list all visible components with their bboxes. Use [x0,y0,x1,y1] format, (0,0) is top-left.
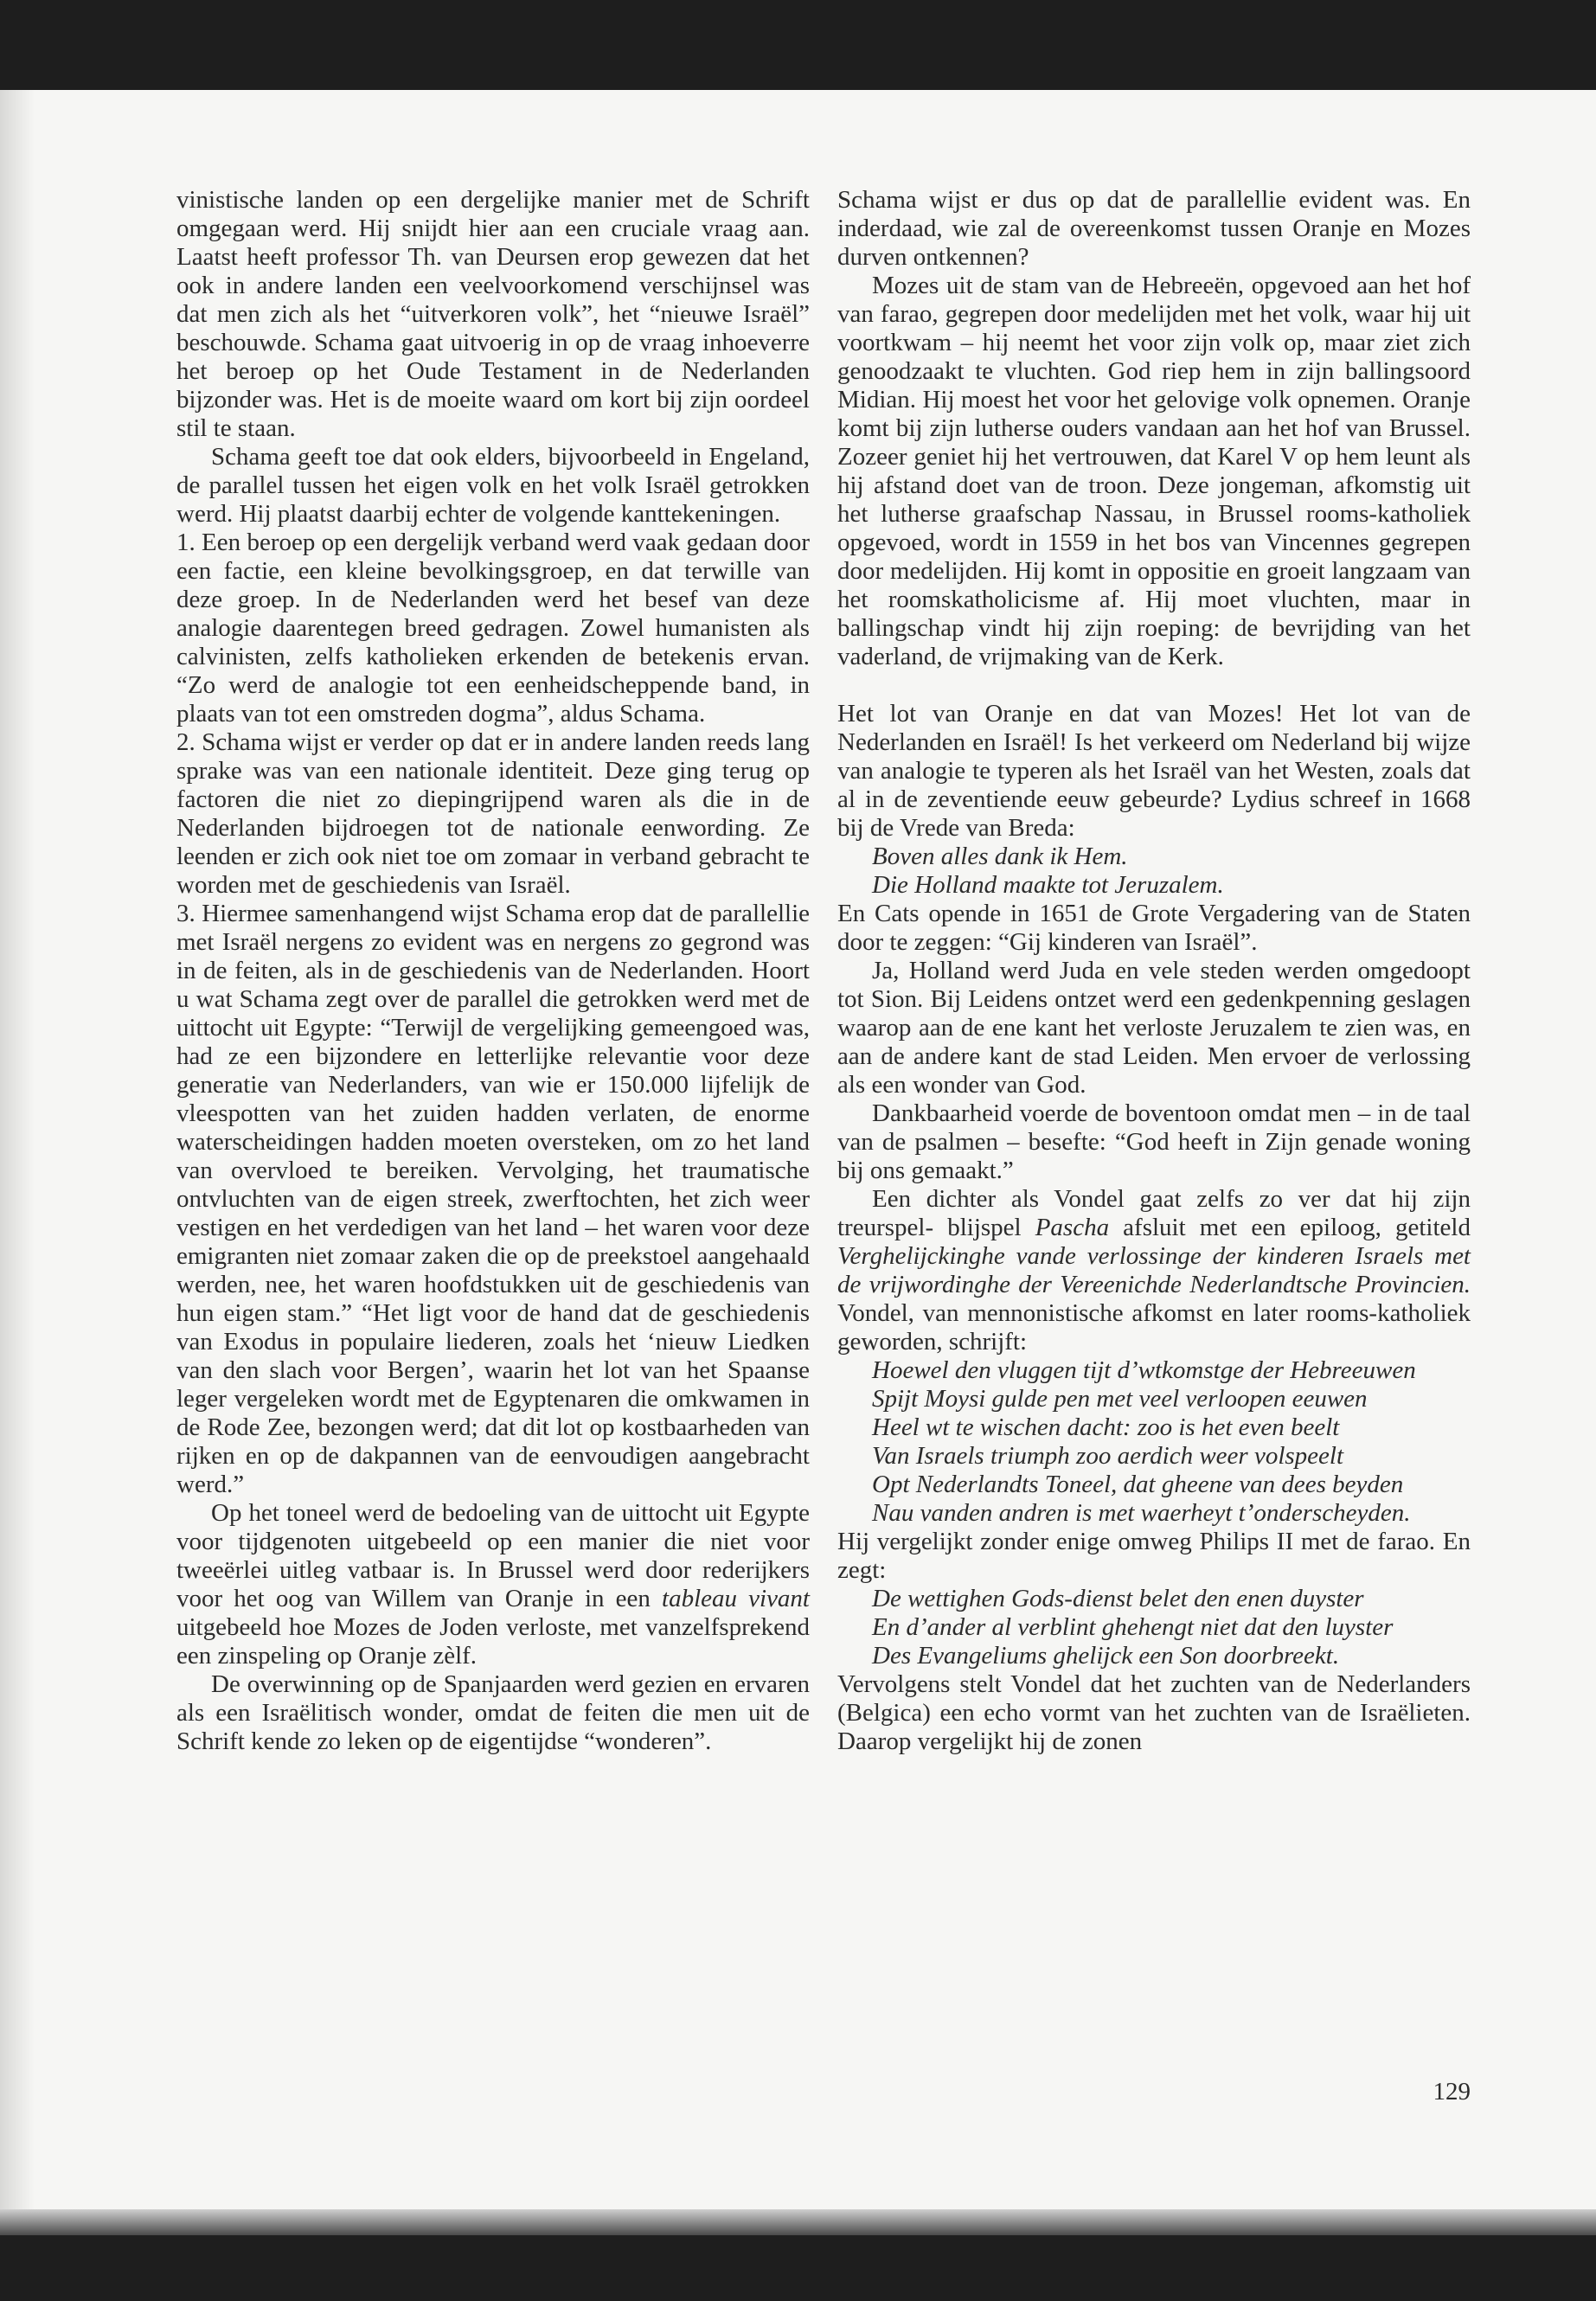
text-run: Nau vanden andren is met waerheyt t’onderscheyden. [872,1499,1411,1527]
quote-line [837,1499,1471,1528]
text-run: Opt Nederlandts Toneel, dat gheene van dees beyden [872,1471,1404,1498]
text-run: Vervolgens stelt Vondel dat het zuchten van de Nederlanders (Belgica) een echo vormt van het zuchten van de Israëlieten. Daarop vergelijkt hij de zonen [837,1670,1471,1755]
text-run: Die Holland maakte tot Jeruzalem. [872,871,1224,899]
text-run: Schama wijst er dus op dat de parallellie evident was. En inderdaad, wie zal de overeenkomst tussen Oranje en Mozes durven ontkennen? [837,186,1471,271]
paragraph [837,900,1471,957]
text-run: De wettighen Gods-dienst belet den enen duyster [872,1585,1364,1612]
paragraph [837,1670,1471,1756]
page-number: 129 [1433,2078,1471,2106]
text-run: En Cats opende in 1651 de Grote Vergadering van de Staten door te zeggen: “Gij kinderen van Israël”. [837,900,1471,956]
text-run: Spijt Moysi gulde pen met veel verloopen eeuwen [872,1385,1368,1413]
text-run: Heel wt te wischen dacht: zoo is het even beelt [872,1413,1340,1441]
text-run: Een dichter als Vondel gaat zelfs zo ver dat hij zijn treurspel- blijspel [837,1185,1471,1241]
quote-line [837,1413,1471,1442]
paragraph [176,443,810,529]
text-run: Vondel, van mennonistische afkomst en later rooms-katholiek geworden, schrijft: [837,1299,1471,1356]
text-run: afsluit met een epiloog, getiteld [1109,1214,1471,1241]
right-text-column [837,186,1471,1756]
page-bottom-edge [0,2209,1596,2235]
quote-line [837,1385,1471,1413]
paragraph [176,1499,810,1670]
quote-line [837,871,1471,900]
italic-text: Verghelijckinghe vande verlossinge der kinderen Israels met de vrijwordinghe der Vereenichde Nederlandtsche Provincien. [837,1242,1471,1298]
quote-line [837,1613,1471,1642]
text-run: Op het toneel werd de bedoeling van de uittocht uit Egypte voor tijdgenoten uitgebeeld op een manier die niet voor tweeërlei uitleg vatbaar is. In Brussel werd door rederijkers voor het oog van Willem van Oranje in een [176,1499,810,1612]
paragraph [837,1528,1471,1585]
italic-text: Pascha [1035,1214,1110,1241]
paragraph [837,272,1471,671]
paragraph [837,1099,1471,1185]
paragraph [176,728,810,900]
quote-line [837,1356,1471,1385]
paragraph [837,700,1471,843]
text-run: Van Israels triumph zoo aerdich weer volspeelt [872,1442,1344,1470]
text-run: Ja, Holland werd Juda en vele steden werden omgedoopt tot Sion. Bij Leidens ontzet werd een gedenkpenning geslagen waarop aan de ene kant het verloste Jeruzalem te zien was, en aan de andere kant de stad Leiden. Men ervoer de verlossing als een wonder van God. [837,957,1471,1099]
paragraph [176,529,810,728]
quote-line [837,1471,1471,1499]
text-run: 1. Een beroep op een dergelijk verband werd vaak gedaan door een factie, een kleine bevolkingsgroep, en dat terwille van deze groep. In de Nederlanden werd het besef van deze analogie daarentegen breed gedragen. Zowel humanisten als calvinisten, zelfs katholieken erkenden de betekenis ervan. “Zo werd de analogie tot een eenheidscheppende band, in plaats van tot een omstreden dogma”, aldus Schama. [176,529,810,727]
quote-line [837,1442,1471,1471]
text-run: Des Evangeliums ghelijck een Son doorbreekt. [872,1642,1340,1670]
paragraph [176,186,810,443]
text-run: De overwinning op de Spanjaarden werd gezien en ervaren als een Israëlitisch wonder, omdat de feiten die men uit de Schrift kende zo leken op de eigentijdse “wonderen”. [176,1670,810,1755]
paragraph [837,186,1471,272]
text-run: Het lot van Oranje en dat van Mozes! Het lot van de Nederlanden en Israël! Is het verkeerd om Nederland bij wijze van analogie te typeren als het Israël van het Westen, zoals dat al in de zeventiende eeuw gebeurde? Lydius schreef in 1668 bij de Vrede van Breda: [837,700,1471,842]
text-run: uitgebeeld hoe Mozes de Joden verloste, met vanzelfsprekend een zinspeling op Oranje zèlf. [176,1613,810,1670]
left-text-column [176,186,810,1756]
text-run: Mozes uit de stam van de Hebreeën, opgevoed aan het hof van farao, gegrepen door medelijden met het volk, waar hij uit voortkwam – hij neemt het voor zijn volk op, maar ziet zich genoodzaakt te vluchten. God riep hem in zijn ballingsoord Midian. Hij moest het voor het gelovige volk opnemen. Oranje komt bij zijn lutherse ouders vandaan aan het hof van Brussel. Zozeer geniet hij het vertrouwen, dat Karel V op hem leunt als hij afstand doet van de troon. Deze jongeman, afkomstig uit het lutherse graafschap Nassau, in Brussel rooms-katholiek opgevoed, wordt in 1559 in het bos van Vincennes gegrepen door medelijden. Hij komt in oppositie en groeit langzaam van het roomskatholicisme af. Hij moet vluchten, maar in ballingschap vindt hij zijn roeping: de bevrijding van het vaderland, de vrijmaking van de Kerk. [837,272,1471,670]
paragraph [837,957,1471,1099]
text-run: Hoewel den vluggen tijt d’wtkomstge der Hebreeuwen [872,1356,1416,1384]
text-run: Schama geeft toe dat ook elders, bijvoorbeeld in Engeland, de parallel tussen het eigen volk en het volk Israël getrokken werd. Hij plaatst daarbij echter de volgende kanttekeningen. [176,443,810,528]
quote-line [837,843,1471,871]
text-run: En d’ander al verblint ghehengt niet dat den luyster [872,1613,1394,1641]
text-run: 3. Hiermee samenhangend wijst Schama erop dat de parallellie met Israël nergens zo evident was en nergens zo gegrond was in de feiten, als in de geschiedenis van de Nederlanden. Hoort u wat Schama zegt over de parallel die getrokken werd met de uittocht uit Egypte: “Terwijl de vergelijking gemeengoed was, had ze een bijzondere en letterlijke relevantie voor deze generatie van Nederlanders, van wie er 150.000 lijfelijk de vleespotten van het zuiden hadden verlaten, de enorme waterscheidingen hadden moeten oversteken, om zo het land van overvloed te bereiken. Vervolging, het traumatische ontvluchten van de eigen streek, zwerftochten, het zich weer vestigen en het verdedigen van het land – het waren voor deze emigranten niet zomaar zaken die op de preekstoel aangehaald werden, nee, het waren hoofdstukken uit de geschiedenis van hun eigen stam.” “Het ligt voor de hand dat de geschiedenis van Exodus in populaire liederen, zoals het ‘nieuw Liedken van den slach voor Bergen’, waarin het lot van het Spaanse leger vergeleken wordt met de Egyptenaren die omkwamen in de Rode Zee, bezongen werd; dat dit lot op kostbaarheden van rijken en op de dakpannen van de eenvoudigen aangebracht werd.” [176,900,810,1498]
quote-line [837,1642,1471,1670]
text-run: Dankbaarheid voerde de boventoon omdat men – in de taal van de psalmen – besefte: “God heeft in Zijn genade woning bij ons gemaakt.” [837,1099,1471,1184]
italic-text: tableau vivant [662,1585,810,1612]
text-run: 2. Schama wijst er verder op dat er in andere landen reeds lang sprake was van een nationale identiteit. Deze ging terug op factoren die niet zo diepingrijpend waren als die in de Nederlanden bijdroegen tot de nationale eenwording. Ze leenden er zich ook niet toe om zomaar in verband gebracht te worden met de geschiedenis van Israël. [176,728,810,899]
page-gutter-shadow [0,90,35,2209]
quote-line [837,1585,1471,1613]
text-run: Hij vergelijkt zonder enige omweg Philips II met de farao. En zegt: [837,1528,1471,1584]
paragraph [176,1670,810,1756]
paragraph [176,900,810,1499]
text-run: vinistische landen op een dergelijke manier met de Schrift omgegaan werd. Hij snijdt hier aan een cruciale vraag aan. Laatst heeft professor Th. van Deursen erop gewezen dat het ook in andere landen een veelvoorkomend verschijnsel was dat men zich als het “uitverkoren volk”, het “nieuwe Israël” beschouwde. Schama gaat uitvoerig in op de vraag inhoeverre het beroep op het Oude Testament in de Nederlanden bijzonder was. Het is de moeite waard om kort bij zijn oordeel stil te staan. [176,186,810,442]
paragraph [837,1185,1471,1356]
text-run: Boven alles dank ik Hem. [872,843,1128,870]
